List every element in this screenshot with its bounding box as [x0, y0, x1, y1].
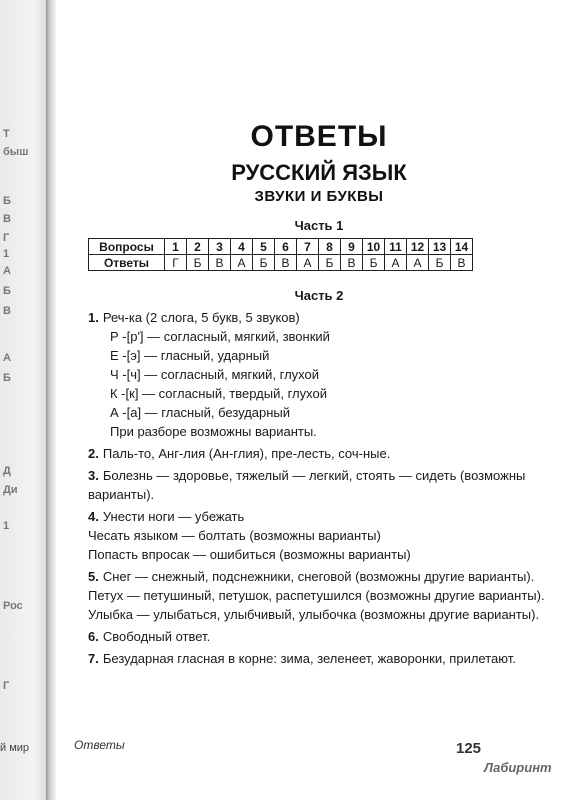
left-fragment: Б	[3, 195, 11, 207]
left-fragment: Б	[3, 285, 11, 297]
answer-cell: Б	[187, 255, 209, 271]
answer-number: 4.	[88, 509, 99, 524]
question-number-cell: 8	[319, 239, 341, 255]
answer-line	[88, 627, 558, 646]
left-fragment: Ди	[3, 484, 18, 496]
answer-line	[88, 346, 558, 365]
question-number-cell: 5	[253, 239, 275, 255]
left-fragment: Г	[3, 232, 10, 244]
answer-text: Паль-то, Анг-лия (Ан-глия), пре-лесть, соч-ные.	[102, 446, 391, 461]
answer-text: Е -[э] — гласный, ударный	[110, 348, 270, 363]
answer-line	[88, 422, 558, 441]
answer-line	[88, 526, 558, 545]
answer-text: Попасть впросак — ошибиться (возможны варианты)	[88, 547, 411, 562]
answer-text: Болезнь — здоровье, тяжелый — легкий, стоять — сидеть (возможны варианты).	[88, 468, 526, 502]
answer-number: 7.	[88, 651, 99, 666]
answer-number: 5.	[88, 569, 99, 584]
answer-cell: А	[385, 255, 407, 271]
answer-cell: В	[275, 255, 297, 271]
section-title: ЗВУКИ И БУКВЫ	[254, 188, 384, 205]
answer-text: К -[к] — согласный, твердый, глухой	[110, 386, 327, 401]
answer-line	[88, 444, 558, 463]
left-fragment: В	[3, 305, 11, 317]
page-number: 125	[456, 740, 482, 757]
answer-text: Ч -[ч] — согласный, мягкий, глухой	[110, 367, 320, 382]
answer-cell: А	[297, 255, 319, 271]
answer-line	[88, 567, 558, 586]
questions-row	[89, 239, 473, 255]
part1-heading: Часть 1	[294, 218, 344, 233]
left-fragment: Б	[3, 372, 11, 384]
left-fragment: быш	[3, 146, 29, 158]
answer-cell: А	[407, 255, 429, 271]
left-fragment: А	[3, 265, 11, 277]
answer-text: Улыбка — улыбаться, улыбчивый, улыбочка (возможны другие варианты).	[88, 607, 540, 622]
answers-row-label: Ответы	[89, 255, 165, 271]
answer-cell: Б	[319, 255, 341, 271]
answer-line	[88, 365, 558, 384]
question-number-cell: 4	[231, 239, 253, 255]
question-number-cell: 14	[451, 239, 473, 255]
adjacent-page-edge	[0, 0, 48, 800]
left-fragment: Д	[3, 465, 11, 477]
answer-text: Чесать языком — болтать (возможны варианты)	[88, 528, 381, 543]
answer-cell: Б	[363, 255, 385, 271]
question-number-cell: 1	[165, 239, 187, 255]
answer-line	[88, 308, 558, 327]
answer-cell: Б	[429, 255, 451, 271]
answer-line	[88, 605, 558, 624]
answer-text: Р -[р'] — согласный, мягкий, звонкий	[110, 329, 330, 344]
answer-line	[88, 507, 558, 526]
answer-text: Свободный ответ.	[102, 629, 211, 644]
left-fragment: 1	[3, 520, 10, 532]
answer-line	[88, 384, 558, 403]
answer-text: А -[а] — гласный, безударный	[110, 405, 291, 420]
question-number-cell: 11	[385, 239, 407, 255]
answer-text: Петух — петушиный, петушок, распетушился (возможны другие варианты).	[88, 588, 545, 603]
left-fragment: Рос	[3, 600, 23, 612]
running-head: Ответы	[74, 738, 125, 752]
answer-number: 3.	[88, 468, 99, 483]
answer-line	[88, 586, 558, 605]
answer-number: 6.	[88, 629, 99, 644]
answers-table	[88, 238, 473, 271]
answer-cell: В	[451, 255, 473, 271]
answer-text: Реч-ка (2 слога, 5 букв, 5 звуков)	[102, 310, 300, 325]
left-page-footer: й мир	[0, 742, 30, 754]
answer-text: Унести ноги — убежать	[102, 509, 245, 524]
answer-number: 2.	[88, 446, 99, 461]
publisher-watermark: Лабиринт	[484, 760, 552, 775]
answer-cell: В	[209, 255, 231, 271]
question-number-cell: 2	[187, 239, 209, 255]
answer-line	[88, 466, 558, 504]
question-number-cell: 10	[363, 239, 385, 255]
question-number-cell: 7	[297, 239, 319, 255]
answer-line	[88, 403, 558, 422]
answer-text: Снег — снежный, подснежники, снеговой (возможны другие варианты).	[102, 569, 535, 584]
answers-row	[89, 255, 473, 271]
part2-answers	[88, 308, 558, 668]
page-title: ОТВЕТЫ	[250, 120, 388, 153]
question-number-cell: 6	[275, 239, 297, 255]
answer-cell: А	[231, 255, 253, 271]
question-number-cell: 13	[429, 239, 451, 255]
left-fragment: Т	[3, 128, 10, 140]
left-fragment: В	[3, 213, 11, 225]
answer-cell: Г	[165, 255, 187, 271]
answer-line	[88, 649, 558, 668]
question-number-cell: 3	[209, 239, 231, 255]
answer-line	[88, 327, 558, 346]
answer-cell: В	[341, 255, 363, 271]
answers-page	[56, 0, 582, 800]
book-spine	[46, 0, 56, 800]
answer-line	[88, 545, 558, 564]
left-fragment: Г	[3, 680, 10, 692]
answer-cell: Б	[253, 255, 275, 271]
questions-row-label: Вопросы	[89, 239, 165, 255]
left-fragment: А	[3, 352, 11, 364]
part2-heading: Часть 2	[294, 288, 344, 303]
answer-number: 1.	[88, 310, 99, 325]
question-number-cell: 9	[341, 239, 363, 255]
subject-title: РУССКИЙ ЯЗЫК	[231, 160, 407, 185]
question-number-cell: 12	[407, 239, 429, 255]
answer-text: При разборе возможны варианты.	[110, 424, 317, 439]
left-fragment: 1	[3, 248, 10, 260]
answer-text: Безударная гласная в корне: зима, зеленеет, жаворонки, прилетают.	[102, 651, 516, 666]
